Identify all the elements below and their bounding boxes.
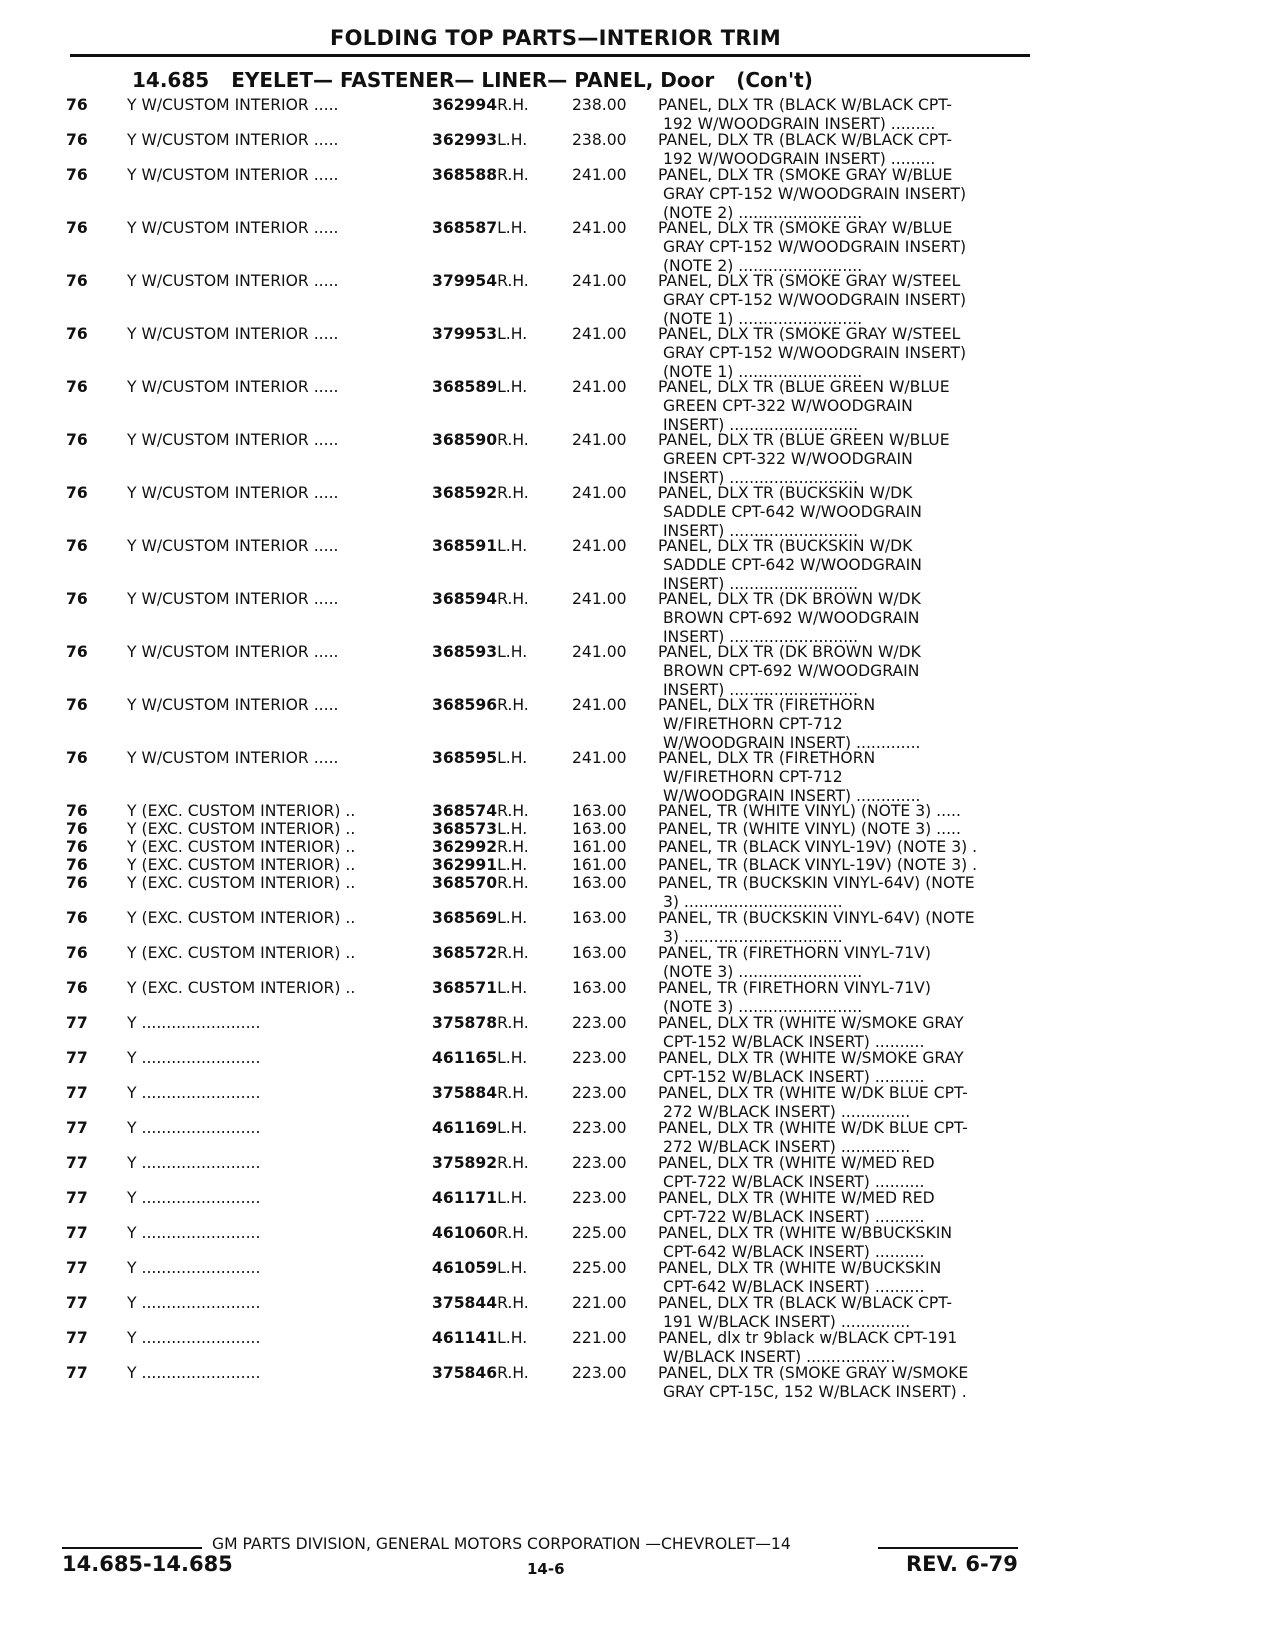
price: 223.00 bbox=[572, 1189, 627, 1207]
figure-number: 77 bbox=[66, 1259, 88, 1277]
side: L.H. bbox=[497, 378, 528, 396]
description: PANEL, TR (BLACK VINYL-19V) (NOTE 3) . bbox=[658, 838, 978, 856]
figure-number: 76 bbox=[66, 484, 88, 502]
side: L.H. bbox=[497, 856, 528, 874]
description: PANEL, DLX TR (WHITE W/BBUCKSKIN CPT-642 W/BLACK INSERT) .......... bbox=[658, 1224, 952, 1261]
part-number-cell bbox=[432, 131, 527, 150]
usage: Y (EXC. CUSTOM INTERIOR) .. bbox=[127, 820, 356, 838]
price: 221.00 bbox=[572, 1294, 627, 1312]
part-number-cell bbox=[432, 802, 529, 821]
footer-revision: REV. 6-79 bbox=[906, 1552, 1018, 1576]
part-number: 368571 bbox=[432, 979, 498, 997]
usage: Y W/CUSTOM INTERIOR ..... bbox=[127, 749, 339, 767]
price: 163.00 bbox=[572, 979, 627, 997]
part-number-cell bbox=[432, 643, 527, 662]
part-number: 461165 bbox=[432, 1049, 498, 1067]
description: PANEL, DLX TR (BUCKSKIN W/DK SADDLE CPT-642 W/WOODGRAIN INSERT) .......................... bbox=[658, 537, 922, 593]
figure-number: 77 bbox=[66, 1154, 88, 1172]
figure-number: 76 bbox=[66, 325, 88, 343]
usage: Y W/CUSTOM INTERIOR ..... bbox=[127, 131, 339, 149]
usage: Y (EXC. CUSTOM INTERIOR) .. bbox=[127, 944, 356, 962]
part-number: 362993 bbox=[432, 131, 498, 149]
part-number: 461059 bbox=[432, 1259, 498, 1277]
figure-number: 76 bbox=[66, 874, 88, 892]
footer-rule-left bbox=[62, 1547, 202, 1549]
part-number: 362992 bbox=[432, 838, 498, 856]
part-number-cell bbox=[432, 219, 527, 238]
description: PANEL, DLX TR (WHITE W/SMOKE GRAY CPT-152 W/BLACK INSERT) .......... bbox=[658, 1014, 964, 1051]
figure-number: 76 bbox=[66, 131, 88, 149]
price: 241.00 bbox=[572, 166, 627, 184]
usage: Y ........................ bbox=[127, 1364, 261, 1382]
part-number: 368589 bbox=[432, 378, 498, 396]
description: PANEL, DLX TR (WHITE W/BUCKSKIN CPT-642 W/BLACK INSERT) .......... bbox=[658, 1259, 942, 1296]
figure-number: 77 bbox=[66, 1294, 88, 1312]
part-number-cell bbox=[432, 537, 527, 556]
usage: Y ........................ bbox=[127, 1189, 261, 1207]
footer-rule-right bbox=[878, 1547, 1018, 1549]
side: R.H. bbox=[497, 696, 529, 714]
price: 238.00 bbox=[572, 131, 627, 149]
figure-number: 77 bbox=[66, 1084, 88, 1102]
price: 241.00 bbox=[572, 378, 627, 396]
side: R.H. bbox=[497, 1084, 529, 1102]
section-title: EYELET— FASTENER— LINER— PANEL, Door bbox=[231, 68, 715, 92]
price: 241.00 bbox=[572, 325, 627, 343]
figure-number: 76 bbox=[66, 537, 88, 555]
usage: Y (EXC. CUSTOM INTERIOR) .. bbox=[127, 909, 356, 927]
usage: Y ........................ bbox=[127, 1014, 261, 1032]
description: PANEL, DLX TR (WHITE W/DK BLUE CPT- 272 W/BLACK INSERT) .............. bbox=[658, 1084, 968, 1121]
part-number: 375846 bbox=[432, 1364, 498, 1382]
section-code: 14.685 bbox=[132, 68, 210, 92]
price: 221.00 bbox=[572, 1329, 627, 1347]
usage: Y W/CUSTOM INTERIOR ..... bbox=[127, 643, 339, 661]
figure-number: 76 bbox=[66, 219, 88, 237]
part-number-cell bbox=[432, 590, 529, 609]
price: 161.00 bbox=[572, 856, 627, 874]
footer-publisher: GM PARTS DIVISION, GENERAL MOTORS CORPORATION —CHEVROLET—14 bbox=[212, 1535, 791, 1553]
part-number: 368574 bbox=[432, 802, 498, 820]
usage: Y (EXC. CUSTOM INTERIOR) .. bbox=[127, 979, 356, 997]
price: 241.00 bbox=[572, 590, 627, 608]
description: PANEL, DLX TR (DK BROWN W/DK BROWN CPT-692 W/WOODGRAIN INSERT) .......................... bbox=[658, 643, 921, 699]
side: L.H. bbox=[497, 909, 528, 927]
description: PANEL, DLX TR (SMOKE GRAY W/STEEL GRAY CPT-152 W/WOODGRAIN INSERT) (NOTE 1) ......................... bbox=[658, 325, 967, 381]
price: 163.00 bbox=[572, 944, 627, 962]
figure-number: 76 bbox=[66, 979, 88, 997]
price: 223.00 bbox=[572, 1119, 627, 1137]
description: PANEL, DLX TR (SMOKE GRAY W/SMOKE GRAY CPT-15C, 152 W/BLACK INSERT) . bbox=[658, 1364, 969, 1401]
part-number-cell bbox=[432, 1084, 529, 1103]
usage: Y (EXC. CUSTOM INTERIOR) .. bbox=[127, 856, 356, 874]
usage: Y (EXC. CUSTOM INTERIOR) .. bbox=[127, 874, 356, 892]
usage: Y W/CUSTOM INTERIOR ..... bbox=[127, 696, 339, 714]
part-number: 368595 bbox=[432, 749, 498, 767]
figure-number: 76 bbox=[66, 96, 88, 114]
figure-number: 77 bbox=[66, 1119, 88, 1137]
part-number: 368591 bbox=[432, 537, 498, 555]
price: 223.00 bbox=[572, 1084, 627, 1102]
footer-section-range: 14.685-14.685 bbox=[62, 1552, 233, 1576]
description: PANEL, TR (BUCKSKIN VINYL-64V) (NOTE 3) ................................ bbox=[658, 874, 975, 911]
part-number: 461060 bbox=[432, 1224, 498, 1242]
price: 241.00 bbox=[572, 431, 627, 449]
figure-number: 76 bbox=[66, 856, 88, 874]
description: PANEL, TR (WHITE VINYL) (NOTE 3) ..... bbox=[658, 802, 961, 820]
part-number-cell bbox=[432, 1224, 529, 1243]
price: 163.00 bbox=[572, 802, 627, 820]
usage: Y W/CUSTOM INTERIOR ..... bbox=[127, 325, 339, 343]
figure-number: 76 bbox=[66, 696, 88, 714]
description: PANEL, DLX TR (BLACK W/BLACK CPT- 192 W/WOODGRAIN INSERT) ......... bbox=[658, 96, 953, 133]
figure-number: 77 bbox=[66, 1364, 88, 1382]
figure-number: 76 bbox=[66, 909, 88, 927]
figure-number: 77 bbox=[66, 1014, 88, 1032]
part-number: 375878 bbox=[432, 1014, 498, 1032]
description: PANEL, DLX TR (BLACK W/BLACK CPT- 192 W/WOODGRAIN INSERT) ......... bbox=[658, 131, 953, 168]
part-number: 375884 bbox=[432, 1084, 498, 1102]
figure-number: 77 bbox=[66, 1189, 88, 1207]
price: 241.00 bbox=[572, 643, 627, 661]
part-number-cell bbox=[432, 944, 529, 963]
part-number-cell bbox=[432, 166, 529, 185]
part-number-cell bbox=[432, 1364, 529, 1383]
side: L.H. bbox=[497, 749, 528, 767]
usage: Y W/CUSTOM INTERIOR ..... bbox=[127, 431, 339, 449]
page-title: FOLDING TOP PARTS—INTERIOR TRIM bbox=[330, 26, 782, 50]
side: R.H. bbox=[497, 838, 529, 856]
usage: Y ........................ bbox=[127, 1119, 261, 1137]
figure-number: 77 bbox=[66, 1329, 88, 1347]
description: PANEL, DLX TR (SMOKE GRAY W/STEEL GRAY CPT-152 W/WOODGRAIN INSERT) (NOTE 1) ......................... bbox=[658, 272, 967, 328]
price: 163.00 bbox=[572, 909, 627, 927]
price: 223.00 bbox=[572, 1049, 627, 1067]
description: PANEL, DLX TR (FIRETHORN W/FIRETHORN CPT-712 W/WOODGRAIN INSERT) ............. bbox=[658, 749, 921, 805]
description: PANEL, TR (WHITE VINYL) (NOTE 3) ..... bbox=[658, 820, 961, 838]
side: R.H. bbox=[497, 1154, 529, 1172]
side: L.H. bbox=[497, 325, 528, 343]
side: L.H. bbox=[497, 131, 528, 149]
part-number-cell bbox=[432, 431, 529, 450]
figure-number: 76 bbox=[66, 590, 88, 608]
usage: Y ........................ bbox=[127, 1329, 261, 1347]
usage: Y ........................ bbox=[127, 1294, 261, 1312]
description: PANEL, DLX TR (BLACK W/BLACK CPT- 191 W/BLACK INSERT) .............. bbox=[658, 1294, 953, 1331]
usage: Y ........................ bbox=[127, 1049, 261, 1067]
section-note: (Con't) bbox=[736, 68, 813, 92]
description: PANEL, DLX TR (WHITE W/MED RED CPT-722 W/BLACK INSERT) .......... bbox=[658, 1189, 935, 1226]
usage: Y W/CUSTOM INTERIOR ..... bbox=[127, 96, 339, 114]
part-number-cell bbox=[432, 1154, 529, 1173]
usage: Y (EXC. CUSTOM INTERIOR) .. bbox=[127, 802, 356, 820]
part-number: 368590 bbox=[432, 431, 498, 449]
figure-number: 76 bbox=[66, 802, 88, 820]
price: 238.00 bbox=[572, 96, 627, 114]
part-number-cell bbox=[432, 979, 527, 998]
figure-number: 76 bbox=[66, 166, 88, 184]
part-number-cell bbox=[432, 838, 529, 857]
side: R.H. bbox=[497, 1364, 529, 1382]
side: R.H. bbox=[497, 96, 529, 114]
side: R.H. bbox=[497, 431, 529, 449]
part-number: 362994 bbox=[432, 96, 498, 114]
usage: Y W/CUSTOM INTERIOR ..... bbox=[127, 166, 339, 184]
part-number: 461169 bbox=[432, 1119, 498, 1137]
usage: Y ........................ bbox=[127, 1224, 261, 1242]
side: R.H. bbox=[497, 874, 529, 892]
description: PANEL, DLX TR (WHITE W/DK BLUE CPT- 272 W/BLACK INSERT) .............. bbox=[658, 1119, 968, 1156]
side: L.H. bbox=[497, 643, 528, 661]
part-number: 368588 bbox=[432, 166, 498, 184]
side: L.H. bbox=[497, 1329, 528, 1347]
side: R.H. bbox=[497, 484, 529, 502]
figure-number: 76 bbox=[66, 749, 88, 767]
price: 161.00 bbox=[572, 838, 627, 856]
side: L.H. bbox=[497, 1119, 528, 1137]
description: PANEL, TR (FIRETHORN VINYL-71V) (NOTE 3) ......................... bbox=[658, 979, 931, 1016]
usage: Y W/CUSTOM INTERIOR ..... bbox=[127, 272, 339, 290]
side: R.H. bbox=[497, 802, 529, 820]
side: L.H. bbox=[497, 1049, 528, 1067]
usage: Y W/CUSTOM INTERIOR ..... bbox=[127, 219, 339, 237]
figure-number: 76 bbox=[66, 643, 88, 661]
side: R.H. bbox=[497, 590, 529, 608]
price: 223.00 bbox=[572, 1364, 627, 1382]
price: 225.00 bbox=[572, 1259, 627, 1277]
part-number-cell bbox=[432, 820, 527, 839]
part-number-cell bbox=[432, 1119, 527, 1138]
price: 223.00 bbox=[572, 1154, 627, 1172]
side: R.H. bbox=[497, 1224, 529, 1242]
part-number: 375844 bbox=[432, 1294, 498, 1312]
side: L.H. bbox=[497, 537, 528, 555]
description: PANEL, TR (FIRETHORN VINYL-71V) (NOTE 3) ......................... bbox=[658, 944, 931, 981]
figure-number: 76 bbox=[66, 838, 88, 856]
usage: Y W/CUSTOM INTERIOR ..... bbox=[127, 590, 339, 608]
part-number-cell bbox=[432, 1189, 527, 1208]
part-number-cell bbox=[432, 1259, 527, 1278]
part-number: 368569 bbox=[432, 909, 498, 927]
part-number: 368594 bbox=[432, 590, 498, 608]
figure-number: 76 bbox=[66, 820, 88, 838]
figure-number: 76 bbox=[66, 431, 88, 449]
usage: Y ........................ bbox=[127, 1259, 261, 1277]
price: 225.00 bbox=[572, 1224, 627, 1242]
price: 223.00 bbox=[572, 1014, 627, 1032]
part-number-cell bbox=[432, 874, 529, 893]
part-number: 461141 bbox=[432, 1329, 498, 1347]
description: PANEL, DLX TR (FIRETHORN W/FIRETHORN CPT-712 W/WOODGRAIN INSERT) ............. bbox=[658, 696, 921, 752]
figure-number: 77 bbox=[66, 1224, 88, 1242]
side: L.H. bbox=[497, 1259, 528, 1277]
price: 163.00 bbox=[572, 874, 627, 892]
part-number: 461171 bbox=[432, 1189, 498, 1207]
description: PANEL, DLX TR (WHITE W/SMOKE GRAY CPT-152 W/BLACK INSERT) .......... bbox=[658, 1049, 964, 1086]
description: PANEL, TR (BUCKSKIN VINYL-64V) (NOTE 3) ................................ bbox=[658, 909, 975, 946]
figure-number: 76 bbox=[66, 944, 88, 962]
figure-number: 76 bbox=[66, 378, 88, 396]
part-number: 379954 bbox=[432, 272, 498, 290]
part-number: 368592 bbox=[432, 484, 498, 502]
description: PANEL, DLX TR (DK BROWN W/DK BROWN CPT-692 W/WOODGRAIN INSERT) .......................... bbox=[658, 590, 921, 646]
price: 163.00 bbox=[572, 820, 627, 838]
part-number-cell bbox=[432, 749, 527, 768]
description: PANEL, DLX TR (BUCKSKIN W/DK SADDLE CPT-642 W/WOODGRAIN INSERT) .......................... bbox=[658, 484, 922, 540]
part-number-cell bbox=[432, 856, 527, 875]
side: R.H. bbox=[497, 1294, 529, 1312]
part-number-cell bbox=[432, 1014, 529, 1033]
part-number: 368587 bbox=[432, 219, 498, 237]
usage: Y W/CUSTOM INTERIOR ..... bbox=[127, 484, 339, 502]
figure-number: 76 bbox=[66, 272, 88, 290]
side: L.H. bbox=[497, 979, 528, 997]
side: R.H. bbox=[497, 1014, 529, 1032]
description: PANEL, DLX TR (BLUE GREEN W/BLUE GREEN CPT-322 W/WOODGRAIN INSERT) .......................... bbox=[658, 378, 950, 434]
part-number: 368573 bbox=[432, 820, 498, 838]
part-number-cell bbox=[432, 909, 527, 928]
usage: Y ........................ bbox=[127, 1084, 261, 1102]
part-number-cell bbox=[432, 1294, 529, 1313]
description: PANEL, DLX TR (BLUE GREEN W/BLUE GREEN CPT-322 W/WOODGRAIN INSERT) .......................... bbox=[658, 431, 950, 487]
part-number-cell bbox=[432, 696, 529, 715]
side: R.H. bbox=[497, 166, 529, 184]
part-number: 368572 bbox=[432, 944, 498, 962]
price: 241.00 bbox=[572, 537, 627, 555]
usage: Y W/CUSTOM INTERIOR ..... bbox=[127, 378, 339, 396]
part-number-cell bbox=[432, 378, 527, 397]
part-number-cell bbox=[432, 1049, 527, 1068]
side: L.H. bbox=[497, 219, 528, 237]
side: R.H. bbox=[497, 272, 529, 290]
description: PANEL, dlx tr 9black w/BLACK CPT-191 W/BLACK INSERT) .................. bbox=[658, 1329, 958, 1366]
part-number: 368593 bbox=[432, 643, 498, 661]
part-number: 368570 bbox=[432, 874, 498, 892]
price: 241.00 bbox=[572, 696, 627, 714]
part-number: 379953 bbox=[432, 325, 498, 343]
part-number-cell bbox=[432, 1329, 527, 1348]
description: PANEL, DLX TR (SMOKE GRAY W/BLUE GRAY CPT-152 W/WOODGRAIN INSERT) (NOTE 2) ......................... bbox=[658, 219, 967, 275]
price: 241.00 bbox=[572, 219, 627, 237]
description: PANEL, TR (BLACK VINYL-19V) (NOTE 3) . bbox=[658, 856, 978, 874]
part-number: 375892 bbox=[432, 1154, 498, 1172]
part-number: 362991 bbox=[432, 856, 498, 874]
price: 241.00 bbox=[572, 484, 627, 502]
figure-number: 77 bbox=[66, 1049, 88, 1067]
description: PANEL, DLX TR (WHITE W/MED RED CPT-722 W/BLACK INSERT) .......... bbox=[658, 1154, 935, 1191]
part-number: 368596 bbox=[432, 696, 498, 714]
part-number-cell bbox=[432, 325, 527, 344]
side: L.H. bbox=[497, 820, 528, 838]
side: L.H. bbox=[497, 1189, 528, 1207]
part-number-cell bbox=[432, 96, 529, 115]
side: R.H. bbox=[497, 944, 529, 962]
usage: Y (EXC. CUSTOM INTERIOR) .. bbox=[127, 838, 356, 856]
part-number-cell bbox=[432, 272, 529, 291]
price: 241.00 bbox=[572, 272, 627, 290]
description: PANEL, DLX TR (SMOKE GRAY W/BLUE GRAY CPT-152 W/WOODGRAIN INSERT) (NOTE 2) ......................... bbox=[658, 166, 967, 222]
price: 241.00 bbox=[572, 749, 627, 767]
usage: Y ........................ bbox=[127, 1154, 261, 1172]
footer-page-number: 14-6 bbox=[527, 1560, 565, 1578]
part-number-cell bbox=[432, 484, 529, 503]
usage: Y W/CUSTOM INTERIOR ..... bbox=[127, 537, 339, 555]
